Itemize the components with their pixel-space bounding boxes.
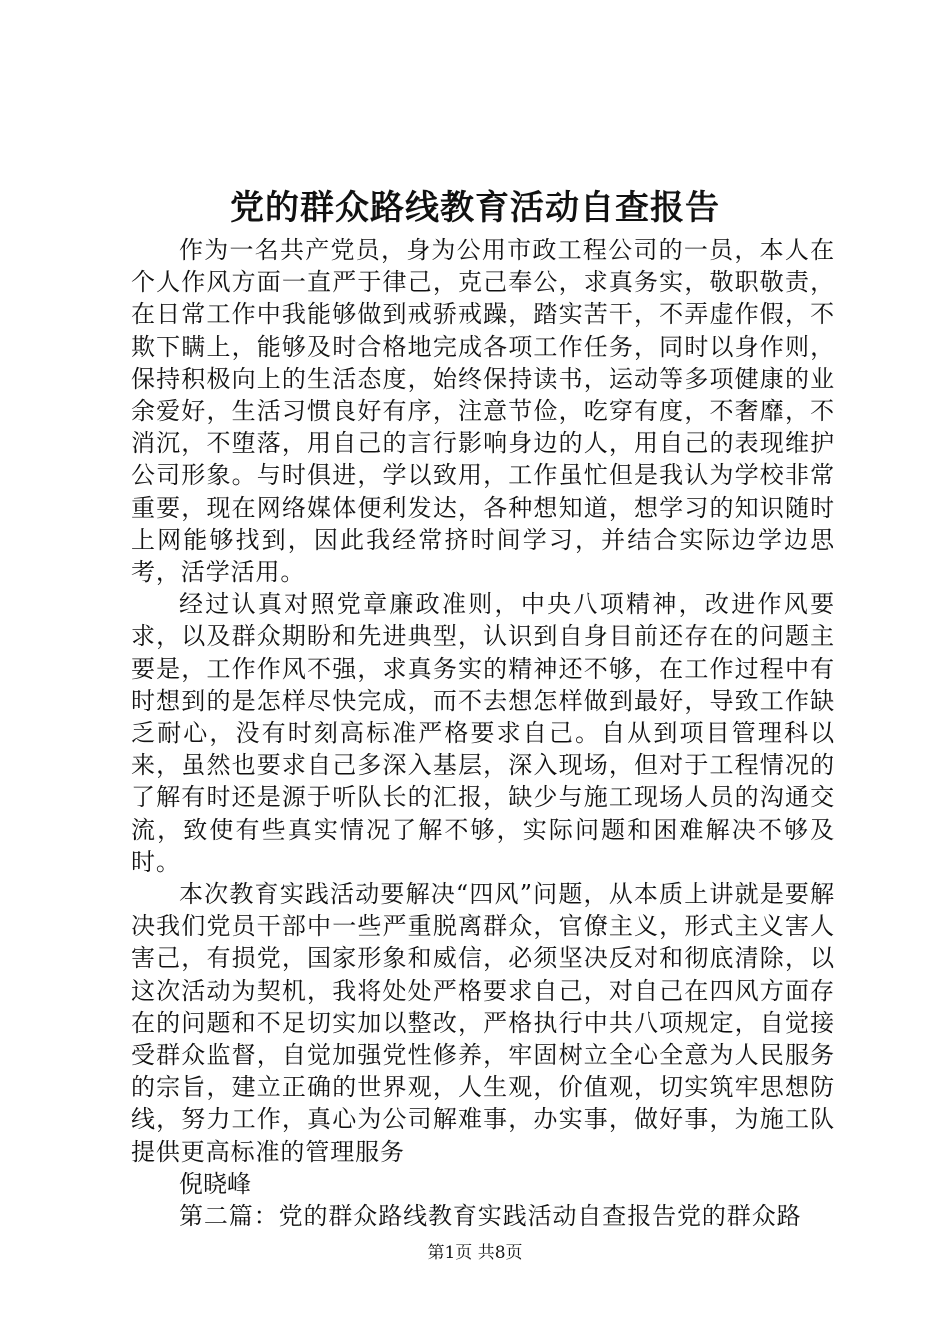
next-section-heading: 第二篇：党的群众路线教育实践活动自查报告党的群众路 bbox=[179, 1202, 802, 1231]
document-body bbox=[131, 234, 835, 1232]
body-paragraph-2: 经过认真对照党章廉政准则，中央八项精神，改进作风要求，以及群众期盼和先进典型，认识到自身目前还存在的问题主要是，工作作风不强，求真务实的精神还不够，在工作过程中有时想到的是怎样尽快完成，而不去想怎样做到最好，导致工作缺乏耐心，没有时刻高标准严格要求自己。自从到项目管理科以来，虽然也要求自己多深入基层，深入现场，但对于工程情况的了解有时还是源于听队长的汇报，缺少与施工现场人员的沟通交流，致使有些真实情况了解不够，实际问题和困难解决不够及时。 bbox=[131, 590, 835, 876]
author-signature: 倪晓峰 bbox=[179, 1169, 251, 1198]
page-footer: 第1页 共8页 bbox=[427, 1243, 523, 1263]
body-paragraph-1: 作为一名共产党员，身为公用市政工程公司的一员，本人在个人作风方面一直严于律己，克己奉公，求真务实，敬职敬责，在日常工作中我能够做到戒骄戒躁，踏实苦干，不弄虚作假，不欺下瞒上，能够及时合格地完成各项工作任务，同时以身作则，保持积极向上的生活态度，始终保持读书，运动等多项健康的业余爱好，生活习惯良好有序，注意节俭，吃穿有度，不奢靡，不消沉，不堕落，用自己的言行影响身边的人，用自己的表现维护公司形象。与时俱进，学以致用，工作虽忙但是我认为学校非常重要，现在网络媒体便利发达，各种想知道，想学习的知识随时上网能够找到，因此我经常挤时间学习，并结合实际边学边思考，活学活用。 bbox=[131, 236, 835, 587]
body-paragraph-3: 本次教育实践活动要解决“四风”问题，从本质上讲就是要解决我们党员干部中一些严重脱离群众，官僚主义，形式主义害人害己，有损党，国家形象和威信，必须坚决反对和彻底清除，以这次活动为契机，我将处处严格要求自己，对自己在四风方面存在的问题和不足切实加以整改，严格执行中共八项规定，自觉接受群众监督，自觉加强党性修养，牢固树立全心全意为人民服务的宗旨，建立正确的世界观，人生观，价值观，切实筑牢思想防线，努力工作，真心为公司解难事，办实事，做好事，为施工队提供更高标准的管理服务 bbox=[131, 880, 835, 1166]
document-title: 党的群众路线教育活动自查报告 bbox=[230, 188, 720, 228]
